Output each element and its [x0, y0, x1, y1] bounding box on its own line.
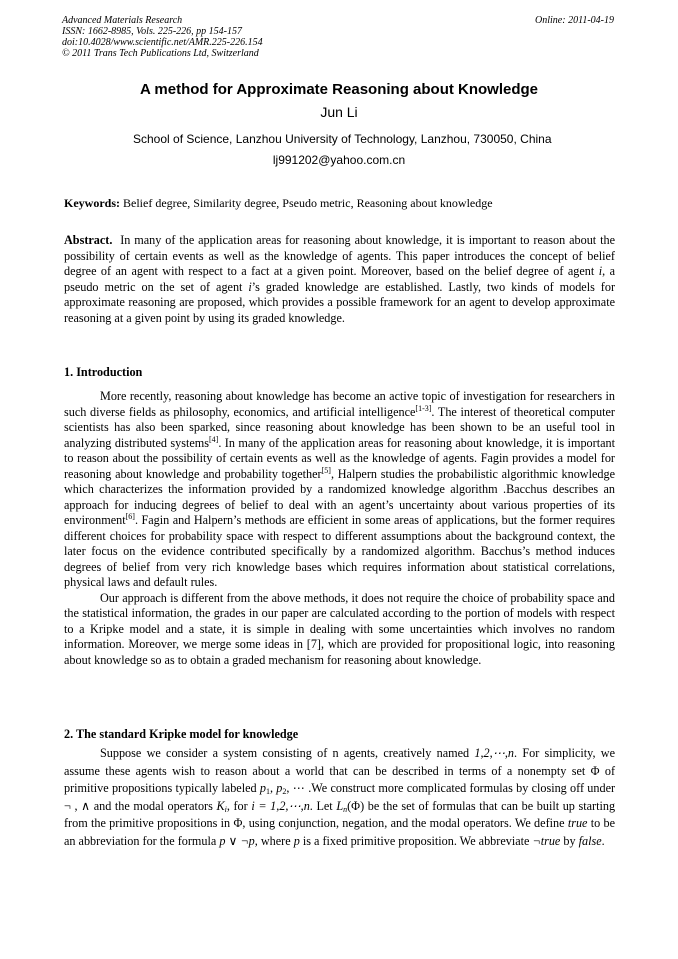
math-expression: , p	[269, 781, 283, 795]
math-expression: i = 1,2,⋯,n	[251, 798, 310, 813]
abstract-text-2: , a pseudo metric on the set of agent	[64, 264, 616, 294]
author-email[interactable]: lj991202@yahoo.com.cn	[272, 153, 406, 167]
math-subscript: i	[224, 804, 227, 814]
body-text: is a fixed primitive proposition. We abbreviate	[302, 833, 530, 848]
math-expression: L	[336, 798, 344, 813]
abstract	[64, 233, 615, 326]
keywords	[64, 196, 493, 211]
body-text: , for	[226, 798, 248, 813]
abstract-text-1: In many of the application areas for reasoning about knowledge, it is important to reason about the possibility of certain events as well as the knowledge of agents. This paper introduces the concept of belief degree of an agent with respect to a fact at a given point. Moreover, based on the belief degree of agent	[64, 233, 615, 278]
citation[interactable]: [6]	[125, 512, 135, 521]
body-text: , using conjunction, negation, and the modal operators. We define	[242, 816, 565, 830]
intro-text: . In many of the application areas for reasoning about knowledge, it is important to reason about the possibility of certain events as well as the knowledge of agents. Fagin provides a model for reasoning about knowledge and probability together	[64, 435, 615, 481]
section-heading-kripke: 2. The standard Kripke model for knowledge	[64, 727, 299, 741]
journal-header	[62, 15, 263, 59]
body-text: be the set of formulas that can be built up starting from the primitive propositions in	[64, 798, 616, 830]
intro-text: More recently, reasoning about knowledge has become an active topic of investigation for researchers in such diverse fields as philosophy, economics, and artificial intelligence	[64, 389, 615, 419]
math-expression: , ⋯	[286, 781, 305, 795]
math-expression: p	[293, 833, 300, 848]
math-expression: K	[216, 798, 225, 813]
author-name: Jun Li	[320, 104, 358, 120]
math-expression: p ∨ ¬p	[219, 833, 255, 848]
italic-term: true	[567, 816, 588, 830]
body-text: by	[563, 833, 576, 848]
citation[interactable]: [5]	[321, 465, 331, 475]
intro-paragraph-1	[64, 389, 615, 591]
copyright-line: © 2011 Trans Tech Publications Ltd, Switzerland	[62, 48, 259, 59]
affiliation: School of Science, Lanzhou University of Technology, Lanzhou, 730050, China	[133, 132, 552, 146]
body-text: . For simplicity, we assume these agents wish to reason about a world that can be described in terms of a nonempty set	[64, 746, 616, 778]
introduction-body	[64, 389, 615, 668]
journal-name: Advanced Materials Research	[62, 15, 183, 26]
math-expression: Φ	[590, 763, 600, 778]
math-expression: 1,2,⋯,n	[474, 746, 515, 760]
body-text: .	[601, 833, 605, 848]
issn-line: ISSN: 1662-8985, Vols. 225-226, pp 154-157	[62, 26, 242, 37]
math-subscript: 1	[265, 787, 270, 796]
body-text: Suppose we consider a system consisting of n agents, creatively named	[100, 746, 470, 760]
math-expression: ¬ , ∧	[64, 798, 91, 813]
body-text: to be an abbreviation for the formula	[64, 816, 616, 848]
body-text: .We construct more complicated formulas by closing off under	[308, 781, 616, 795]
keywords-text: Belief degree, Similarity degree, Pseudo metric, Reasoning about knowledge	[123, 196, 493, 210]
math-subscript: n	[343, 804, 348, 814]
var-i: i	[598, 264, 603, 278]
kripke-paragraph	[64, 745, 615, 850]
body-text: of primitive propositions typically labeled	[64, 763, 615, 795]
citation[interactable]: [1-3]	[415, 403, 432, 413]
abstract-text-3: ’s graded knowledge are established. Lastly, two kinds of models for approximate reasoning are proposed, which provides a possible framework for an agent to develop approximate reasoning at a given point by using its graded knowledge.	[64, 279, 615, 325]
doi-line: doi:10.4028/www.scientific.net/AMR.225-226.154	[62, 37, 263, 48]
math-expression: (Φ)	[347, 798, 365, 813]
intro-text: . Fagin and Halpern’s methods are efficient in some areas of applications, but the former requires different choices for probability space with respect to different assumptions about the background context, the later focus on the evidence contributed specifically by a randomized algorithm. Bacchus’s method induces degrees of belief from very rich knowledge bases which requires information about statistical correlations, physical laws and default rules.	[64, 513, 615, 589]
var-i: i	[248, 279, 252, 294]
abstract-label: Abstract.	[64, 233, 113, 247]
keywords-label: Keywords:	[64, 196, 120, 210]
math-expression: Φ	[233, 816, 243, 830]
paper-title: A method for Approximate Reasoning about Knowledge	[139, 81, 539, 98]
italic-term: false	[578, 833, 602, 848]
citation[interactable]: [4]	[208, 434, 219, 444]
body-text: , where	[254, 833, 291, 848]
section-heading-introduction: 1. Introduction	[64, 365, 143, 379]
intro-paragraph-2: Our approach is different from the above methods, it does not require the choice of probability space and the statistical information, the grades in our paper are calculated according to the portion of models with respect to a Kripke model and a state, it is simple in dealing with some uncertainties which involves no random information. Moreover, we merge some ideas in [7], which are provided for propositional logic, into reasoning about knowledge so as to obtain a graded mechanism for reasoning about knowledge.	[64, 590, 615, 667]
kripke-body	[64, 745, 615, 850]
body-text: . Let	[309, 798, 333, 813]
math-expression: ¬true	[532, 833, 561, 848]
body-text: and the modal operators	[93, 798, 213, 813]
math-subscript: 2	[282, 787, 287, 796]
intro-text: , Halpern studies the probabilistic algorithmic knowledge which characterizes the information provided by a randomized knowledge algorithm .Bacchus describes an approach for inducing degrees of belief to deal with an agent’s uncertainty about various properties of its environment	[64, 466, 615, 527]
intro-text: . The interest of theoretical computer scientists has also been sparked, since reasoning about knowledge has been shown to be an useful tool in analyzing distributed systems	[64, 404, 615, 450]
online-date: Online: 2011-04-19	[535, 15, 614, 26]
math-expression: p	[259, 781, 266, 795]
